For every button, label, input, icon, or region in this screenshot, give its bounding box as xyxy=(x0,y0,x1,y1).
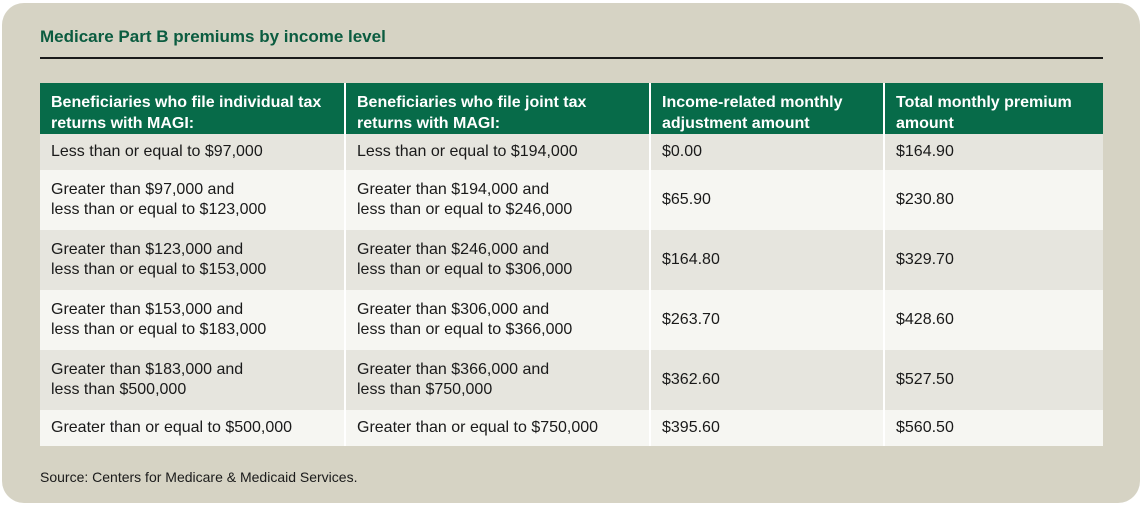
title-divider xyxy=(40,57,1103,59)
cell-line: Greater than $246,000 and xyxy=(357,241,550,258)
cell-joint xyxy=(345,410,650,446)
cell-individual xyxy=(40,230,345,290)
cell-individual xyxy=(40,134,345,170)
cell-line: Greater than or equal to $500,000 xyxy=(51,419,293,436)
table-row xyxy=(40,134,1103,170)
cell-individual xyxy=(40,410,345,446)
cell-joint xyxy=(345,230,650,290)
table-row xyxy=(40,410,1103,446)
cell-line: Less than or equal to $194,000 xyxy=(357,143,578,160)
cell-line: less than or equal to $246,000 xyxy=(357,201,573,218)
cell-line: Greater than $153,000 and xyxy=(51,301,244,318)
cell-premium: $527.50 xyxy=(884,350,1103,410)
cell-line: Greater than $183,000 and xyxy=(51,361,244,378)
cell-line: Greater than $306,000 and xyxy=(357,301,550,318)
cell-adjustment: $0.00 xyxy=(650,134,884,170)
table-row xyxy=(40,350,1103,410)
source-note: Source: Centers for Medicare & Medicaid Services. xyxy=(40,469,358,485)
cell-adjustment: $263.70 xyxy=(650,290,884,350)
cell-premium: $428.60 xyxy=(884,290,1103,350)
cell-premium: $329.70 xyxy=(884,230,1103,290)
cell-premium: $230.80 xyxy=(884,170,1103,230)
cell-line: less than $750,000 xyxy=(357,381,493,398)
cell-adjustment: $65.90 xyxy=(650,170,884,230)
cell-individual xyxy=(40,350,345,410)
cell-joint xyxy=(345,134,650,170)
cell-line: Greater than $123,000 and xyxy=(51,241,244,258)
cell-line: less than or equal to $183,000 xyxy=(51,321,267,338)
cell-line: less than or equal to $366,000 xyxy=(357,321,573,338)
header-individual: Beneficiaries who file individual tax returns with MAGI: xyxy=(40,83,345,134)
header-adjustment: Income-related monthly adjustment amount xyxy=(650,83,884,134)
cell-joint xyxy=(345,350,650,410)
cell-line: Less than or equal to $97,000 xyxy=(51,143,263,160)
header-joint: Beneficiaries who file joint tax returns with MAGI: xyxy=(345,83,650,134)
page-title: Medicare Part B premiums by income level xyxy=(40,27,386,46)
cell-line: less than or equal to $306,000 xyxy=(357,261,573,278)
cell-line: less than or equal to $123,000 xyxy=(51,201,267,218)
cell-joint xyxy=(345,290,650,350)
cell-line: Greater than or equal to $750,000 xyxy=(357,419,599,436)
premium-table xyxy=(40,83,1103,446)
header-premium: Total monthly premium amount xyxy=(884,83,1103,134)
cell-individual xyxy=(40,170,345,230)
cell-adjustment: $362.60 xyxy=(650,350,884,410)
cell-individual xyxy=(40,290,345,350)
cell-adjustment: $164.80 xyxy=(650,230,884,290)
cell-line: less than or equal to $153,000 xyxy=(51,261,267,278)
table-header-row xyxy=(40,83,1103,134)
table-row xyxy=(40,170,1103,230)
cell-line: less than $500,000 xyxy=(51,381,187,398)
cell-premium: $164.90 xyxy=(884,134,1103,170)
cell-line: Greater than $97,000 and xyxy=(51,181,235,198)
cell-adjustment: $395.60 xyxy=(650,410,884,446)
table-row xyxy=(40,230,1103,290)
cell-line: Greater than $366,000 and xyxy=(357,361,550,378)
cell-joint xyxy=(345,170,650,230)
cell-premium: $560.50 xyxy=(884,410,1103,446)
table-row xyxy=(40,290,1103,350)
cell-line: Greater than $194,000 and xyxy=(357,181,550,198)
